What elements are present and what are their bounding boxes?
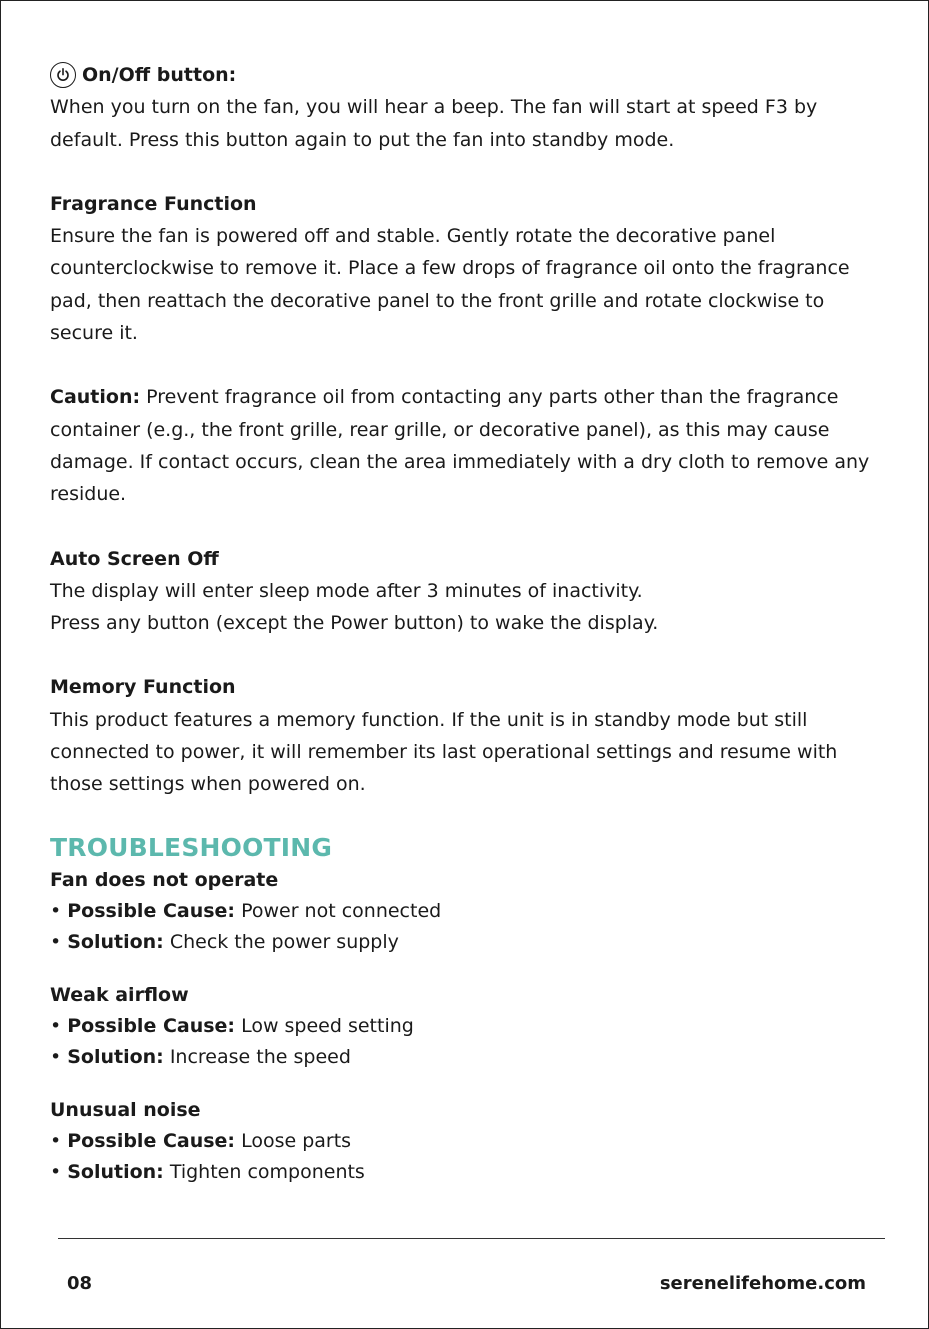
auto-screen-title: Auto Screen Off xyxy=(50,547,219,570)
power-icon xyxy=(50,62,76,88)
solution-line xyxy=(50,1042,880,1073)
solution-label: Solution: xyxy=(67,930,164,953)
problem-title: Unusual noise xyxy=(50,1098,201,1121)
memory-title: Memory Function xyxy=(50,676,236,699)
solution-text: Increase the speed xyxy=(163,1045,351,1068)
fragrance-section xyxy=(50,188,880,349)
caution-section xyxy=(50,381,880,510)
troubleshooting-title: TROUBLESHOOTING xyxy=(50,832,333,862)
cause-text: Low speed setting xyxy=(235,1014,414,1037)
onoff-heading xyxy=(50,59,880,91)
solution-text: Tighten components xyxy=(163,1160,365,1183)
troubleshooting-item xyxy=(50,865,880,958)
auto-screen-line-1: The display will enter sleep mode after 3 minutes of inactivity. xyxy=(50,579,643,602)
solution-text: Check the power supply xyxy=(163,930,399,953)
cause-label: Possible Cause: xyxy=(67,1014,236,1037)
onoff-body: When you turn on the fan, you will hear a beep. The fan will start at speed F3 by default. Press this button again to put the fan into standby mode. xyxy=(50,96,818,151)
fragrance-body: Ensure the fan is powered off and stable. Gently rotate the decorative panel counterclockwise to remove it. Place a few drops of fragrance oil onto the fragrance pad, then reattach the decorative panel to the front grille and rotate clockwise to secure it. xyxy=(50,225,850,345)
cause-line xyxy=(50,1126,880,1157)
cause-label: Possible Cause: xyxy=(67,1129,236,1152)
page-number: 08 xyxy=(67,1273,93,1294)
auto-screen-line-2: Press any button (except the Power button) to wake the display. xyxy=(50,612,659,635)
caution-label: Caution: xyxy=(50,386,141,409)
solution-line xyxy=(50,1157,880,1188)
solution-label: Solution: xyxy=(67,1045,164,1068)
problem-title: Weak airflow xyxy=(50,983,189,1006)
troubleshooting-section xyxy=(50,831,880,1188)
cause-line xyxy=(50,896,880,927)
cause-label: Possible Cause: xyxy=(67,899,236,922)
cause-text: Power not connected xyxy=(235,899,442,922)
cause-line xyxy=(50,1011,880,1042)
auto-screen-section xyxy=(50,543,880,640)
website-link[interactable]: serenelifehome.com xyxy=(659,1273,866,1294)
onoff-section xyxy=(50,59,880,156)
page-content xyxy=(50,59,880,1210)
problem-title: Fan does not operate xyxy=(50,868,279,891)
troubleshooting-item xyxy=(50,980,880,1073)
caution-body: Prevent fragrance oil from contacting any parts other than the fragrance container (e.g., the front grille, rear grille, or decorative panel), as this may cause damage. If contact occurs, clean the area immediately with a dry cloth to remove any residue. xyxy=(50,386,870,506)
fragrance-title: Fragrance Function xyxy=(50,192,257,215)
cause-text: Loose parts xyxy=(235,1129,352,1152)
solution-label: Solution: xyxy=(67,1160,164,1183)
solution-line xyxy=(50,927,880,958)
memory-body: This product features a memory function. If the unit is in standby mode but still connected to power, it will remember its last operational settings and resume with those settings when powered on. xyxy=(50,708,838,796)
onoff-title: On/Off button: xyxy=(82,64,237,86)
footer-divider xyxy=(58,1238,885,1239)
troubleshooting-item xyxy=(50,1095,880,1188)
caution-paragraph xyxy=(50,381,880,510)
memory-section xyxy=(50,671,880,800)
